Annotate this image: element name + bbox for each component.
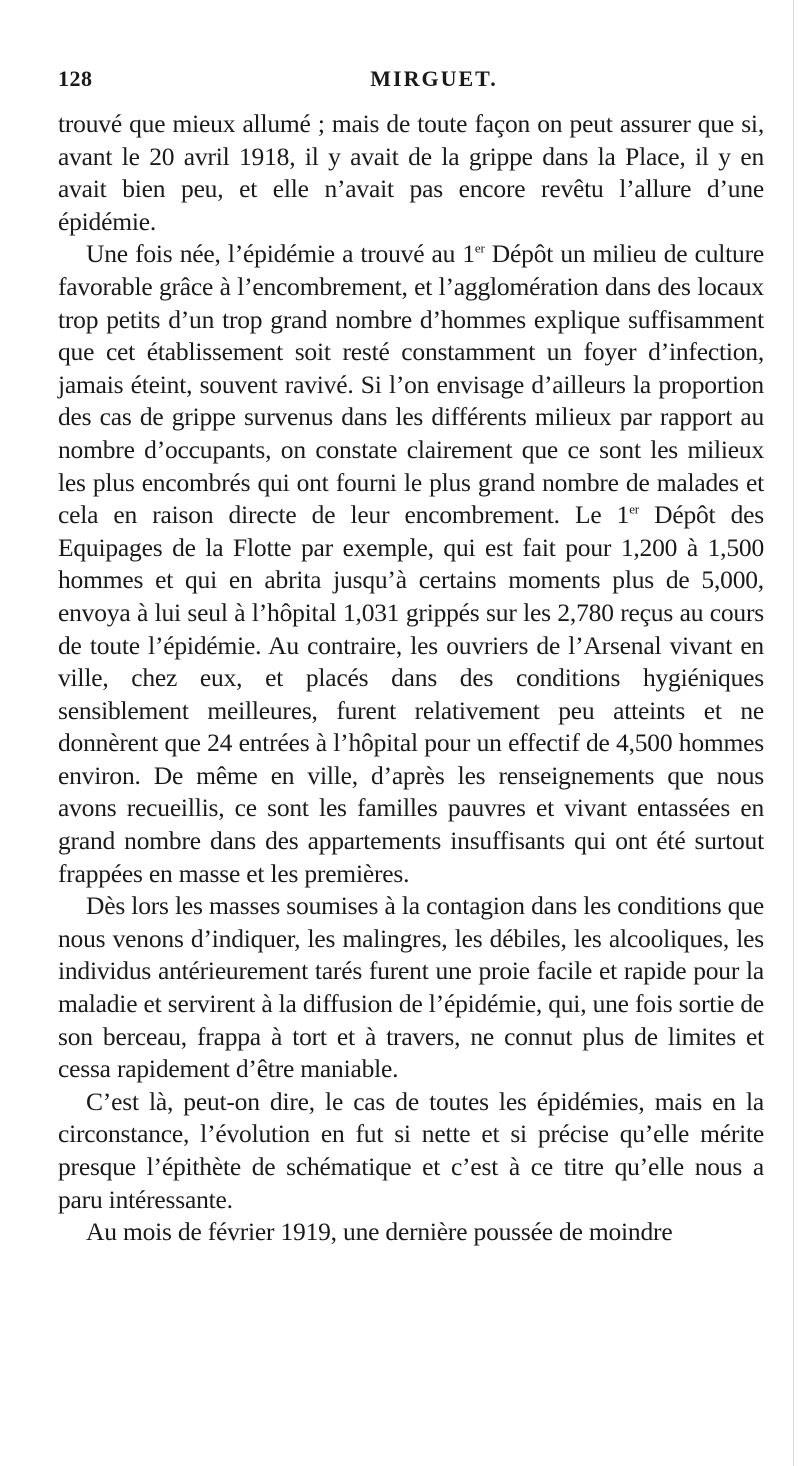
paragraph-2-text-c: Dépôt des Equipages de la Flotte par exemple, qui est fait pour 1,200 à 1,500 hommes et qui en abrita jusqu’à certains moments plus de 5,000, envoya à lui seul à l’hôpital 1,031 grippés sur les 2,780 reçus au cours de toute l’épidémie. Au contraire, les ouvriers de l’Arsenal vivant en ville, chez eux, et placés dans des conditions hygiéniques sensiblement meilleures, furent relativement peu atteints et ne donnèrent que 24 entrées à l’hôpital pour un effectif de 4,500 hommes environ. De même en ville, d’après les renseignements que nous avons recueillis, ce sont les familles pauvres et vivant entassées en grand nombre dans des appartements insuffisants qui ont été surtout frappées en masse et les premières. [58,500,764,888]
paragraph-4 [58,1086,764,1216]
paragraph-1 [58,108,764,238]
paragraph-5-text: Au mois de février 1919, une dernière poussée de moindre [86,1217,673,1247]
page-edge-divider [793,0,794,1466]
paragraph-2 [58,238,764,890]
page-header [58,66,770,106]
paragraph-4-text: C’est là, peut-on dire, le cas de toutes les épidémies, mais en la circonstance, l’évolution en fut si nette et si précise qu’elle mérite presque l’épithète de schématique et c’est à ce titre qu’elle nous a paru intéressante. [58,1086,764,1214]
paragraph-3 [58,890,764,1086]
ordinal-suffix: er [629,501,639,517]
paragraph-5 [58,1216,764,1249]
ordinal-suffix: er [474,240,485,256]
running-title: MIRGUET. [370,66,498,91]
paragraph-1-text: trouvé que mieux allumé ; mais de toute façon on peut assurer que si, avant le 20 avril 1918, il y avait de la grippe dans la Place, il y en avait bien peu, et elle n’avait pas encore revêtu l’allure d’une épidémie. [58,109,764,236]
body-text [58,108,764,1249]
page-number: 128 [58,66,93,91]
paragraph-3-text: Dès lors les masses soumises à la contagion dans les conditions que nous venons d’indiquer, les malingres, les débiles, les alcooliques, les individus antérieurement tarés furent une proie facile et rapide pour la maladie et servirent à la diffusion de l’épidémie, qui, une fois sortie de son berceau, frappa à tort et à travers, ne connut plus de limites et cessa rapidement d’être maniable. [58,891,764,1084]
paragraph-2-text-a: Une fois née, l’épidémie a trouvé au 1 [86,239,475,269]
paragraph-2-text-b: Dépôt un milieu de culture favorable grâce à l’encombrement, et l’agglomération dans des locaux trop petits d’un trop grand nombre d’hommes explique suffisamment que cet établissement soit resté constamment un foyer d’infection, jamais éteint, souvent ravivé. Si l’on envisage d’ailleurs la proportion des cas de grippe survenus dans les différents milieux par rapport au nombre d’occupants, on constate clairement que ce sont les milieux les plus encombrés qui ont fourni le plus grand nombre de malades et cela en raison directe de leur encombrement. Le 1 [58,239,764,530]
